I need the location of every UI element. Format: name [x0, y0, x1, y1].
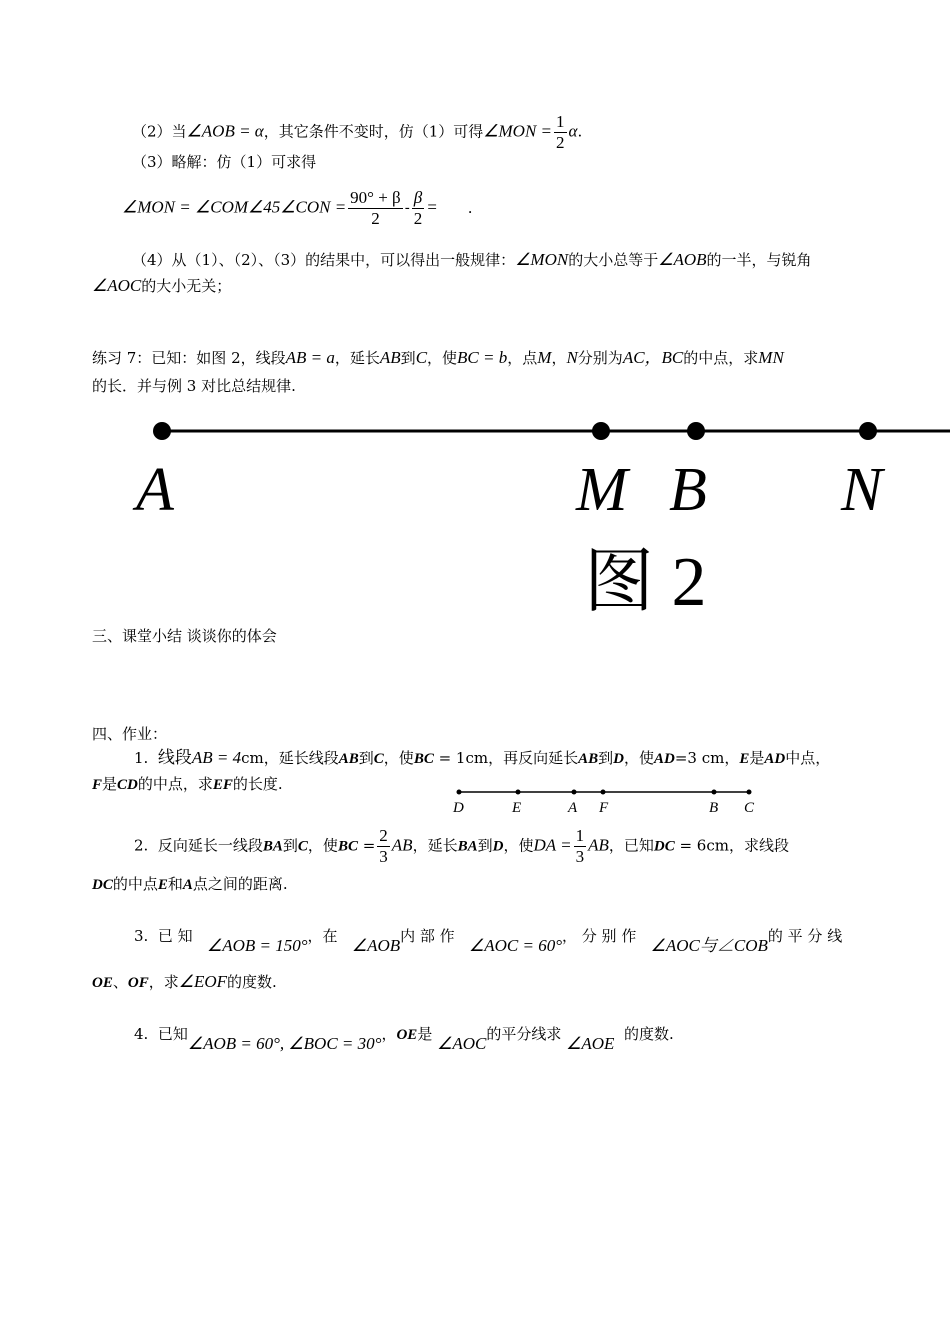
text-fragment: OE [396, 1027, 418, 1043]
text-fragment: ∠AOC = 60° [469, 936, 563, 955]
label-m: M [576, 456, 628, 524]
text-fragment: AB [338, 751, 359, 767]
point-m [592, 422, 610, 440]
text-fragment: ，延长 [334, 349, 380, 367]
text-fragment: A [182, 877, 193, 893]
label-a: A [136, 456, 174, 524]
text-fragment: EF [212, 777, 233, 793]
text-fragment: ∠AOE [566, 1034, 615, 1053]
point-f [601, 790, 606, 795]
text-fragment: AD [764, 751, 786, 767]
text-fragment: 线段 [157, 748, 192, 768]
text-fragment: 已知 [157, 1025, 188, 1043]
text-fragment: BC [413, 751, 434, 767]
label-f: F [599, 800, 609, 816]
text-fragment: 的大小无关； [141, 277, 232, 295]
text-fragment: 1 [575, 826, 585, 845]
text-fragment: BC = b [457, 348, 508, 367]
label-b: B [669, 456, 707, 524]
text-fragment: ∠AOC [437, 1034, 487, 1053]
text-fragment: ， 分 别 作 [562, 927, 637, 945]
text-fragment: AB [578, 751, 599, 767]
text-fragment: ，在 [307, 927, 338, 945]
text-fragment: ∠AOB = 150° [206, 936, 308, 955]
text-fragment: ∠AOB [351, 936, 401, 955]
text-fragment: = 1cm，再反向延长 [433, 749, 579, 767]
homework-2-cont [92, 872, 867, 897]
text-fragment: 的长度. [232, 775, 283, 793]
math-expr: α [568, 121, 578, 141]
text-fragment: 内 部 作 [400, 927, 455, 945]
point-d [457, 790, 462, 795]
text-fragment: DC [653, 838, 675, 855]
math-expr: ∠MON = ∠COM∠45∠CON = [122, 197, 347, 217]
text-fragment: ，已知 [608, 836, 654, 855]
solution-part-4 [92, 248, 907, 272]
point-c [747, 790, 752, 795]
text-fragment: = 6cm，求线段 [674, 836, 789, 855]
text-fragment: ，求 [148, 973, 179, 991]
text-fragment: C [373, 751, 384, 767]
text-fragment: 点之间的距离. [192, 875, 288, 893]
text-fragment: 练习 7：已知：如图 2，线段 [92, 349, 286, 367]
text-fragment: 反向延长一线段 [157, 836, 263, 855]
fraction [554, 112, 567, 153]
solution-part-3-formula [122, 188, 897, 229]
section-3-title: 三、课堂小结 谈谈你的体会 [92, 627, 277, 645]
text-fragment: 中点， [785, 749, 831, 767]
fraction [412, 188, 424, 229]
text-fragment: 是 [749, 749, 765, 767]
text-fragment: CD [117, 777, 138, 793]
point-n [859, 422, 877, 440]
homework-4 [92, 1022, 909, 1053]
solution-part-3-intro: （3）略解：仿（1）可求得 [132, 153, 317, 171]
text-fragment: 分别为 [577, 349, 623, 367]
text-fragment: 到 [477, 836, 493, 855]
text-fragment: ，使 [503, 836, 534, 855]
point-a [153, 422, 171, 440]
text-fragment: 1. [134, 749, 149, 767]
text: （2）当 [132, 122, 187, 141]
text-fragment: BA [457, 838, 478, 855]
text-fragment: ，使 [383, 749, 414, 767]
text-fragment: OF [127, 975, 149, 991]
text-fragment: 2 [556, 133, 565, 152]
text-fragment: N [566, 348, 578, 367]
exercise-7 [92, 346, 867, 370]
text-fragment: ∠MON [515, 250, 569, 269]
point-a [572, 790, 577, 795]
figure-2 [0, 410, 950, 620]
text-fragment: 的度数. [624, 1025, 674, 1043]
text-fragment: M [537, 348, 552, 367]
text-fragment: cm，延长线段 [241, 749, 339, 767]
text-fragment: 是 [417, 1025, 433, 1043]
text-fragment: 3 [379, 847, 388, 866]
text-fragment: 3 [575, 847, 585, 866]
text-fragment: D [492, 838, 504, 855]
label-d: D [453, 800, 464, 816]
text-fragment: BA [262, 838, 283, 855]
text-fragment: 到 [598, 749, 614, 767]
text-fragment: DA = [533, 835, 572, 855]
text-fragment: 1 [556, 112, 565, 131]
text-fragment: E [739, 751, 750, 767]
label-b: B [709, 800, 719, 816]
text-fragment: AB [588, 835, 609, 855]
text-fragment: 到 [358, 749, 374, 767]
text: - [404, 198, 410, 217]
homework-1-figure [440, 782, 760, 822]
text-fragment: 3. [134, 927, 149, 945]
text-fragment: 到 [282, 836, 298, 855]
text-fragment: 2 [371, 209, 380, 228]
text-fragment: = [426, 197, 438, 217]
text-fragment: ∠AOB = 60°, ∠BOC = 30° [187, 1034, 382, 1053]
fraction [348, 188, 403, 229]
text-fragment: 的大小总等于 [568, 251, 659, 269]
text: ，其它条件不变时，仿（1）可得 [263, 122, 484, 141]
exercise-7-cont: 的长．并与例 3 对比总结规律. [92, 377, 296, 395]
text-fragment: E [157, 877, 168, 893]
text-fragment: AB [391, 835, 413, 855]
text-fragment: ，使 [623, 749, 654, 767]
text-fragment: 的平分线求 [486, 1025, 562, 1043]
text-fragment: 90° + β [350, 188, 401, 207]
text-fragment: =3 cm， [674, 749, 740, 767]
label-e: E [512, 800, 522, 816]
text-fragment: F [92, 777, 103, 793]
text-fragment: 已 知 [157, 927, 193, 945]
text-fragment: 是 [102, 775, 118, 793]
solution-part-2 [92, 112, 907, 153]
text-fragment: 的中点，求 [683, 349, 759, 367]
text-fragment: AB = a [285, 348, 335, 367]
math-expr: ∠AOB = α [186, 121, 264, 141]
text-fragment: ， [551, 349, 567, 367]
text-fragment: ∠EOF [178, 972, 228, 991]
text-fragment: AC，BC [622, 348, 684, 367]
text-fragment: . [577, 122, 583, 141]
homework-2 [92, 826, 909, 867]
text-fragment: ∠AOC与∠COB [650, 936, 768, 955]
text-fragment: 到 [400, 349, 416, 367]
text-fragment: ，使 [427, 349, 458, 367]
point-b [712, 790, 717, 795]
text-fragment: 4. [134, 1025, 149, 1043]
section-4-title: 四、作业： [92, 725, 168, 743]
text-fragment: C [297, 838, 308, 855]
text-fragment: D [613, 751, 624, 767]
text-fragment: （4）从（1）、（2）、（3）的结果中，可以得出一般规律： [132, 251, 516, 269]
text-fragment: 的中点，求 [137, 775, 213, 793]
text-fragment: ∠AOC [92, 276, 142, 295]
text-fragment: 2 [379, 826, 388, 845]
text-fragment: ∠AOB [658, 250, 707, 269]
text-fragment: 的中点 [112, 875, 158, 893]
figure-caption: 图 2 [584, 544, 707, 620]
text-fragment: DC [92, 877, 113, 893]
text-fragment: ， [381, 1025, 397, 1043]
text-fragment: 的 平 分 线 [767, 927, 843, 945]
solution-part-4-cont [92, 274, 867, 298]
text-fragment: MN [758, 348, 784, 367]
text-fragment: ，延长 [412, 836, 458, 855]
label-a: A [568, 800, 578, 816]
math-expr: ∠MON = [483, 121, 553, 141]
text-fragment: 、 [112, 973, 128, 991]
text-fragment: ，点 [507, 349, 538, 367]
homework-1 [92, 746, 909, 771]
text-fragment: C [415, 348, 428, 367]
point-b [687, 422, 705, 440]
homework-3 [92, 924, 909, 955]
text-fragment: 2. [134, 836, 149, 855]
text-fragment: AB = 4 [191, 748, 242, 767]
text-fragment: 2 [413, 209, 423, 228]
homework-3-cont [92, 970, 867, 995]
text-fragment: AB [379, 348, 401, 367]
text-fragment: AD [654, 751, 675, 767]
text-fragment: ，使 [307, 836, 338, 855]
text-fragment: OE [92, 975, 113, 991]
label-n: N [841, 456, 883, 524]
label-c: C [744, 800, 755, 816]
text-fragment: . [467, 198, 473, 217]
text-fragment: BC [337, 838, 358, 855]
text-fragment: = [357, 836, 376, 855]
text-fragment: 的一半，与锐角 [706, 251, 812, 269]
text-fragment: 的度数. [227, 973, 277, 991]
point-e [516, 790, 521, 795]
text-fragment: 和 [167, 875, 183, 893]
text-fragment: β [413, 188, 423, 207]
